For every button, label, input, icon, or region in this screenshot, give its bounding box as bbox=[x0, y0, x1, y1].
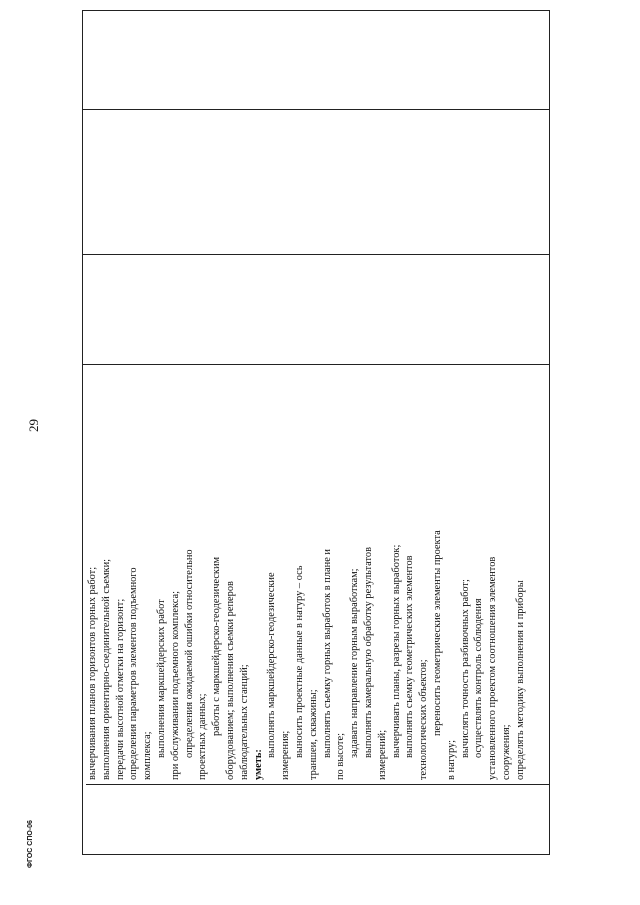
text-line: оборудованием; выполнения съемки реперов bbox=[224, 581, 236, 780]
text-line: переносить геометрические элементы проекта bbox=[431, 530, 443, 736]
text-line: измерений; bbox=[376, 729, 388, 780]
empty-column-2 bbox=[83, 254, 549, 364]
text-line: технологических объектов; bbox=[418, 659, 430, 780]
text-line: при обслуживании подъемного комплекса; bbox=[169, 591, 181, 780]
text-line: вычерчивания планов горизонтов горных работ; bbox=[87, 566, 98, 780]
text-line: вычислять точность разбивочных работ; bbox=[459, 579, 471, 758]
text-line: передачи высотной отметки на горизонт; bbox=[114, 598, 126, 780]
footer-code: ФГОС СПО-06 bbox=[27, 820, 34, 868]
text-line: уметь: bbox=[252, 749, 264, 780]
text-line: работы с маркшейдерско-геодезическим bbox=[211, 556, 223, 736]
text-line: наблюдательных станций; bbox=[238, 664, 250, 780]
text-line: вычерчивать планы, разрезы горных выработок; bbox=[390, 544, 402, 758]
text-line: выносить проектные данные в натуру – ось bbox=[293, 565, 305, 758]
text-line: выполнять съемку горных выработок в плане и bbox=[321, 549, 333, 758]
text-line: траншеи, скважины; bbox=[307, 689, 319, 780]
text-line: проектных данных; bbox=[197, 693, 209, 780]
text-line: определения ожидаемой ошибки относительно bbox=[183, 549, 195, 758]
empty-index-cell bbox=[86, 784, 549, 854]
page-number: 29 bbox=[26, 419, 41, 432]
text-line: выполнять камеральную обработку результатов bbox=[362, 546, 374, 758]
text-line: сооружения; bbox=[500, 724, 512, 780]
text-line: по высоте; bbox=[335, 733, 347, 780]
empty-column-3 bbox=[83, 109, 549, 254]
empty-column-4 bbox=[83, 9, 549, 109]
text-line: комплекса; bbox=[142, 731, 154, 780]
text-line: выполнения маркшейдерских работ bbox=[155, 599, 167, 758]
text-line: осуществлять контроль соблюдения bbox=[473, 598, 485, 758]
text-line: определять методику выполнения и приборы bbox=[514, 580, 526, 780]
text-line: измерения; bbox=[280, 730, 292, 780]
text-line: выполнять маркшейдерско-геодезические bbox=[266, 572, 278, 758]
text-line: в натуру; bbox=[445, 739, 457, 780]
rotated-table-page bbox=[82, 10, 550, 855]
text-line: задавать направление горным выработкам; bbox=[349, 568, 361, 758]
text-line: установленного проектом соотношения элементов bbox=[487, 556, 499, 780]
text-line: определения параметров элементов подъемного bbox=[128, 567, 140, 780]
competency-lines bbox=[86, 364, 549, 784]
standards-table bbox=[82, 10, 550, 855]
competency-text-column bbox=[83, 364, 549, 854]
text-line: выполнения ориентирно-соединительной съемки; bbox=[100, 558, 112, 780]
text-line: выполнять съемку геометрических элементов bbox=[404, 555, 416, 758]
